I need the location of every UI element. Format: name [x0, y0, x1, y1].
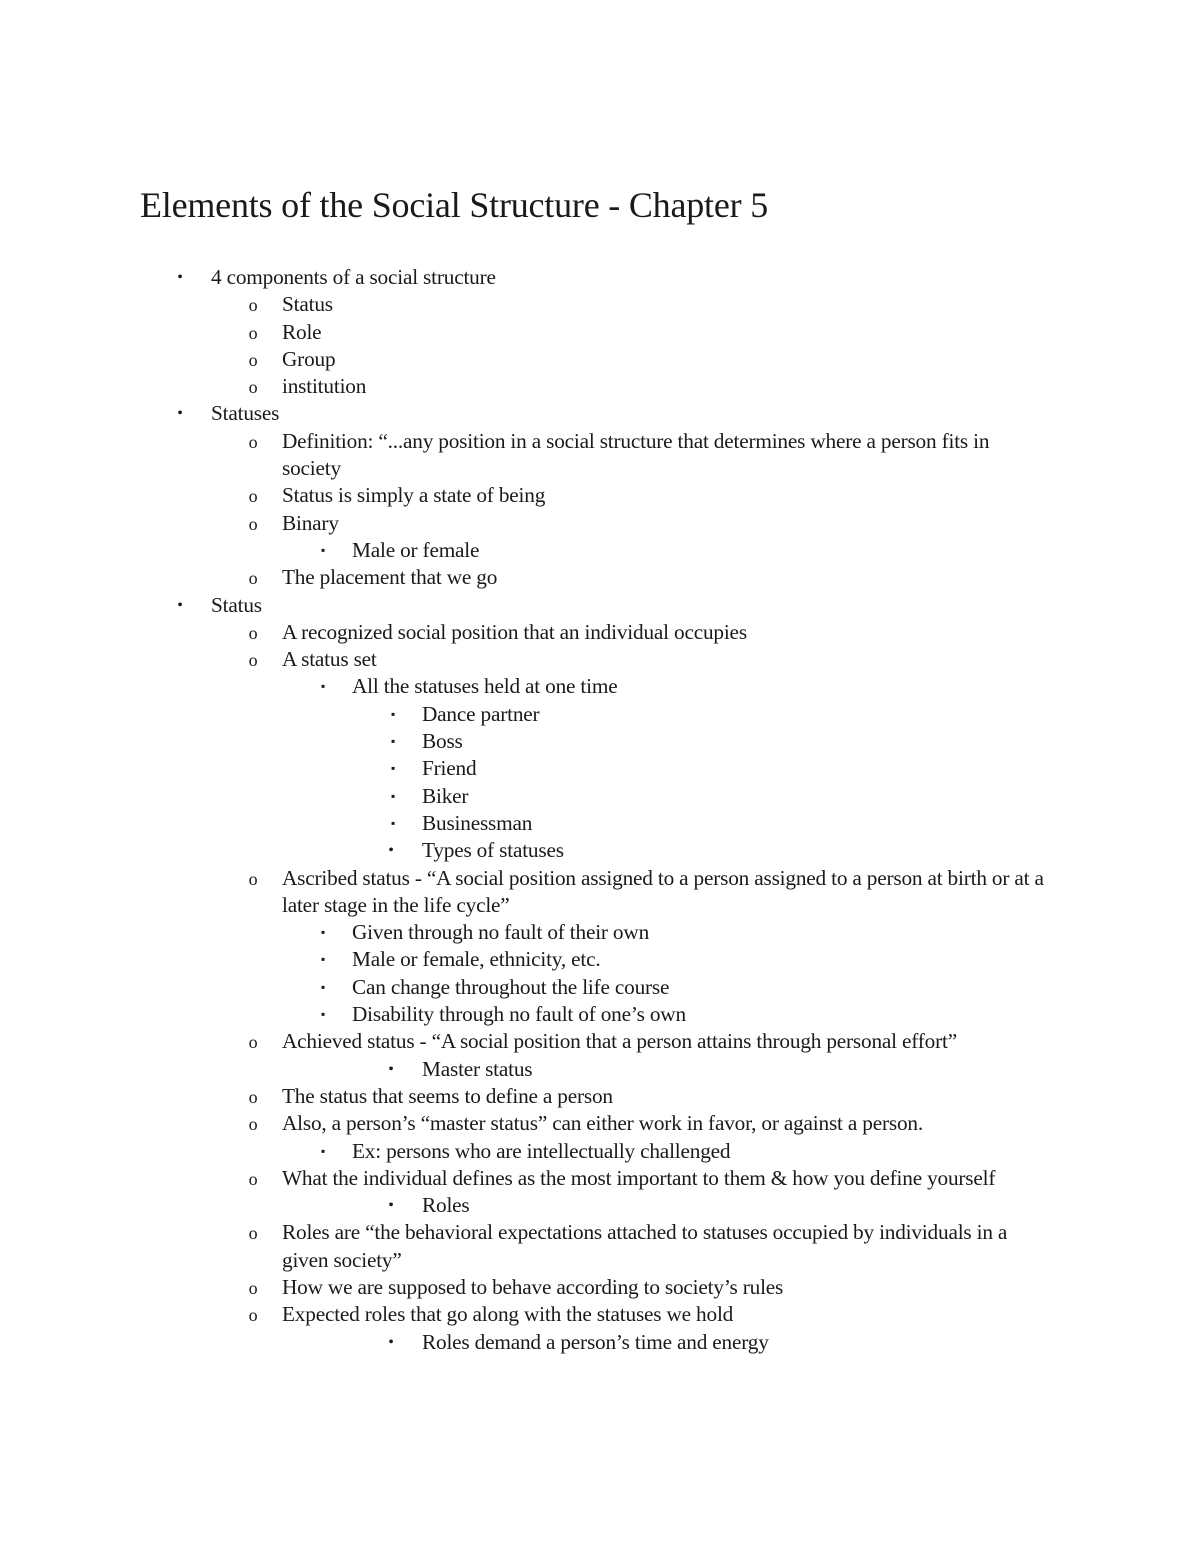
outline-item-text: Group: [282, 346, 336, 371]
outline-item-text: Also, a person’s “master status” can either work in favor, or against a person.: [282, 1111, 923, 1136]
outline-item-level-2: [248, 1274, 1052, 1301]
dot-bullet-icon: •: [388, 1333, 394, 1351]
circle-bullet-icon: o: [248, 1223, 258, 1244]
outline-item-level-2: [248, 1219, 1052, 1274]
outline-item-text: Male or female, ethnicity, etc.: [352, 947, 601, 972]
outline-item-text: Roles demand a person’s time and energy: [422, 1329, 769, 1354]
outline-item-level-2: [248, 482, 1052, 509]
outline-item-text: Ascribed status - “A social position assigned to a person assigned to a person at birth or at a later stage in the life cycle”: [282, 865, 1044, 917]
circle-bullet-icon: o: [248, 1277, 258, 1298]
dot-bullet-icon: •: [177, 596, 183, 614]
outline-item-level-2: [248, 646, 1052, 673]
outline-item-text: Boss: [422, 729, 463, 754]
square-bullet-icon: ▪: [390, 815, 396, 830]
page-title: Elements of the Social Structure - Chapter 5: [140, 185, 769, 225]
square-bullet-icon: ▪: [320, 1143, 326, 1158]
outline-item-level-2: [248, 564, 1052, 591]
outline-item-text: Status: [282, 292, 333, 317]
outline-item-text: Can change throughout the life course: [352, 974, 670, 999]
outline-item-level-4: [390, 810, 1052, 837]
outline-item-level-2: [248, 865, 1052, 920]
outline-item-text: Male or female: [352, 537, 480, 562]
outline-item-text: What the individual defines as the most important to them & how you define yourself: [282, 1165, 996, 1190]
outline-item-level-2: [248, 1110, 1052, 1137]
outline-item-text: Status: [211, 592, 262, 617]
circle-bullet-icon: o: [248, 1114, 258, 1135]
outline-item-text: All the statuses held at one time: [352, 674, 618, 699]
dot-bullet-icon: •: [388, 1197, 394, 1215]
square-bullet-icon: ▪: [320, 952, 326, 967]
outline-item-level-3: [320, 1001, 1052, 1028]
outline-item-text: Friend: [422, 756, 477, 781]
outline-item-level-2: [248, 291, 1052, 318]
outline-item-text: Given through no fault of their own: [352, 920, 650, 945]
outline-item-level-4: [390, 728, 1052, 755]
circle-bullet-icon: o: [248, 1086, 258, 1107]
outline-item-level-1: [177, 264, 1041, 291]
outline-item-level-4: [388, 1192, 1052, 1219]
dot-bullet-icon: •: [177, 405, 183, 423]
square-bullet-icon: ▪: [320, 679, 326, 694]
outline-item-text: The status that seems to define a person: [282, 1083, 613, 1108]
outline-item-level-2: [248, 619, 1052, 646]
circle-bullet-icon: o: [248, 513, 258, 534]
dot-bullet-icon: •: [388, 842, 394, 860]
outline-item-level-3: [320, 1138, 1052, 1165]
outline-item-level-2: [248, 1083, 1052, 1110]
outline-item-text: 4 components of a social structure: [211, 265, 496, 289]
outline-item-text: institution: [282, 374, 367, 399]
outline-item-level-4: [390, 701, 1052, 728]
circle-bullet-icon: o: [248, 431, 258, 452]
outline-item-level-2: [248, 428, 1052, 483]
circle-bullet-icon: o: [248, 650, 258, 671]
outline-item-level-1: [177, 592, 1041, 619]
outline-item-text: Master status: [422, 1056, 533, 1081]
circle-bullet-icon: o: [248, 1032, 258, 1053]
outline-list: [0, 264, 1200, 1356]
square-bullet-icon: ▪: [390, 788, 396, 803]
outline-item-level-3: [320, 537, 1052, 564]
circle-bullet-icon: o: [248, 322, 258, 343]
dot-bullet-icon: •: [177, 269, 183, 286]
square-bullet-icon: ▪: [320, 925, 326, 940]
outline-item-level-3: [320, 673, 1052, 700]
outline-item-text: Expected roles that go along with the statuses we hold: [282, 1302, 734, 1327]
outline-item-level-3: [320, 946, 1052, 973]
outline-item-text: The placement that we go: [282, 565, 498, 590]
outline-item-text: Types of statuses: [422, 838, 564, 863]
square-bullet-icon: ▪: [390, 761, 396, 776]
circle-bullet-icon: o: [248, 568, 258, 589]
outline-item-level-2: [248, 510, 1052, 537]
outline-item-text: Statuses: [211, 401, 280, 426]
outline-item-text: A status set: [282, 647, 377, 672]
outline-item-level-4: [390, 755, 1052, 782]
outline-item-text: How we are supposed to behave according to society’s rules: [282, 1274, 784, 1299]
outline-item-text: A recognized social position that an individual occupies: [282, 619, 747, 644]
outline-item-text: Roles are “the behavioral expectations attached to statuses occupied by individuals in a given society”: [282, 1220, 1008, 1272]
outline-item-level-4: [388, 1056, 1052, 1083]
outline-item-text: Role: [282, 319, 322, 344]
outline-item-level-4: [390, 783, 1052, 810]
outline-item-text: Disability through no fault of one’s own: [352, 1002, 686, 1027]
circle-bullet-icon: o: [248, 868, 258, 889]
outline-item-text: Dance partner: [422, 701, 540, 726]
outline-item-text: Definition: “...any position in a social structure that determines where a person fits in society: [282, 428, 990, 481]
outline-item-text: Achieved status - “A social position that a person attains through personal effort”: [282, 1029, 957, 1054]
square-bullet-icon: ▪: [320, 1007, 326, 1022]
outline-item-level-1: [177, 400, 1041, 427]
square-bullet-icon: ▪: [390, 706, 396, 721]
outline-item-text: Binary: [282, 510, 339, 535]
circle-bullet-icon: o: [248, 295, 258, 316]
circle-bullet-icon: o: [248, 486, 258, 507]
circle-bullet-icon: o: [248, 1168, 258, 1189]
dot-bullet-icon: •: [388, 1060, 394, 1078]
circle-bullet-icon: o: [248, 1305, 258, 1326]
outline-item-level-3: [320, 919, 1052, 946]
outline-item-level-2: [248, 346, 1052, 373]
outline-item-level-4: [388, 1329, 1052, 1356]
outline-item-text: Roles: [422, 1193, 470, 1218]
circle-bullet-icon: o: [248, 349, 258, 370]
circle-bullet-icon: o: [248, 377, 258, 398]
outline-item-text: Biker: [422, 783, 469, 808]
outline-item-level-2: [248, 1165, 1052, 1192]
outline-item-level-2: [248, 373, 1052, 400]
outline-item-level-2: [248, 1028, 1052, 1055]
outline-item-level-2: [248, 1301, 1052, 1328]
outline-item-level-2: [248, 319, 1052, 346]
square-bullet-icon: ▪: [320, 542, 326, 557]
outline-item-level-4: [388, 837, 1052, 864]
square-bullet-icon: ▪: [320, 979, 326, 994]
outline-item-text: Status is simply a state of being: [282, 483, 546, 508]
outline-item-level-3: [320, 974, 1052, 1001]
square-bullet-icon: ▪: [390, 734, 396, 749]
outline-item-text: Ex: persons who are intellectually challenged: [352, 1138, 731, 1163]
circle-bullet-icon: o: [248, 622, 258, 643]
outline-item-text: Businessman: [422, 810, 533, 835]
